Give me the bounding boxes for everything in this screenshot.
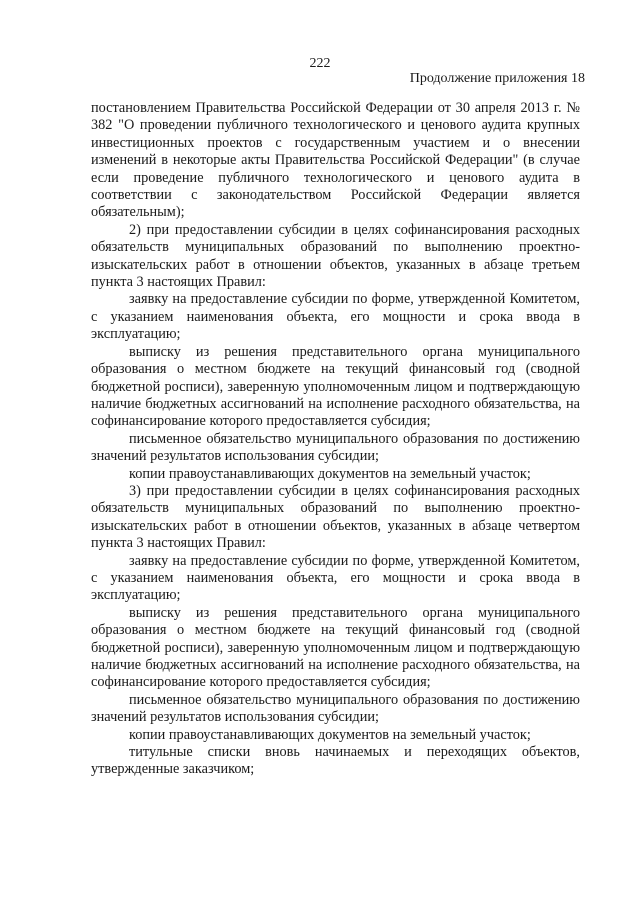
- paragraph-item-2: 2) при предоставлении субсидии в целях софинансирования расходных обязательств муниципальных образований по выполнению проектно-изыскательских работ в отношении объектов, указанных в абзаце третьем пункта 3 настоящих Правил:: [91, 221, 580, 291]
- paragraph-item-3: 3) при предоставлении субсидии в целях софинансирования расходных обязательств муниципальных образований по выполнению проектно-изыскательских работ в отношении объектов, указанных в абзаце четвертом пункта 3 настоящих Правил:: [91, 482, 580, 552]
- paragraph-budget-extract: выписку из решения представительного органа муниципального образования о местном бюджете на текущий финансовый год (сводной бюджетной росписи), заверенную уполномоченным лицом и подтверждающую наличие бюджетных ассигнований на исполнение расходного обязательства, на софинансирование которого предоставляется субсидия;: [91, 604, 580, 691]
- paragraph-written-obligation: письменное обязательство муниципального образования по достижению значений результатов использования субсидии;: [91, 430, 580, 465]
- paragraph-budget-extract: выписку из решения представительного органа муниципального образования о местном бюджете на текущий финансовый год (сводной бюджетной росписи), заверенную уполномоченным лицом и подтверждающую наличие бюджетных ассигнований на исполнение расходного обязательства, на софинансирование которого предоставляется субсидия;: [91, 343, 580, 430]
- paragraph-application: заявку на предоставление субсидии по форме, утвержденной Комитетом, с указанием наименования объекта, его мощности и срока ввода в эксплуатацию;: [91, 552, 580, 604]
- paragraph-continued-decree: постановлением Правительства Российской Федерации от 30 апреля 2013 г. № 382 "О проведении публичного технологического и ценового аудита крупных инвестиционных проектов с государственным участием и о внесении изменений в некоторые акты Правительства Российской Федерации" (в случае если проведение публичного технологического и ценового аудита в соответствии с законодательством Российской Федерации является обязательным);: [91, 100, 580, 221]
- paragraph-land-documents: копии правоустанавливающих документов на земельный участок;: [129, 465, 531, 482]
- document-body: [91, 100, 580, 779]
- paragraph-land-documents: копии правоустанавливающих документов на земельный участок;: [129, 726, 531, 743]
- appendix-continuation-label: Продолжение приложения 18: [409, 71, 585, 86]
- page-number: 222: [309, 56, 331, 71]
- paragraph-written-obligation: письменное обязательство муниципального образования по достижению значений результатов использования субсидии;: [91, 691, 580, 726]
- paragraph-title-lists: титульные списки вновь начинаемых и переходящих объектов, утвержденные заказчиком;: [91, 744, 580, 778]
- paragraph-application: заявку на предоставление субсидии по форме, утвержденной Комитетом, с указанием наименования объекта, его мощности и срока ввода в эксплуатацию;: [91, 291, 580, 343]
